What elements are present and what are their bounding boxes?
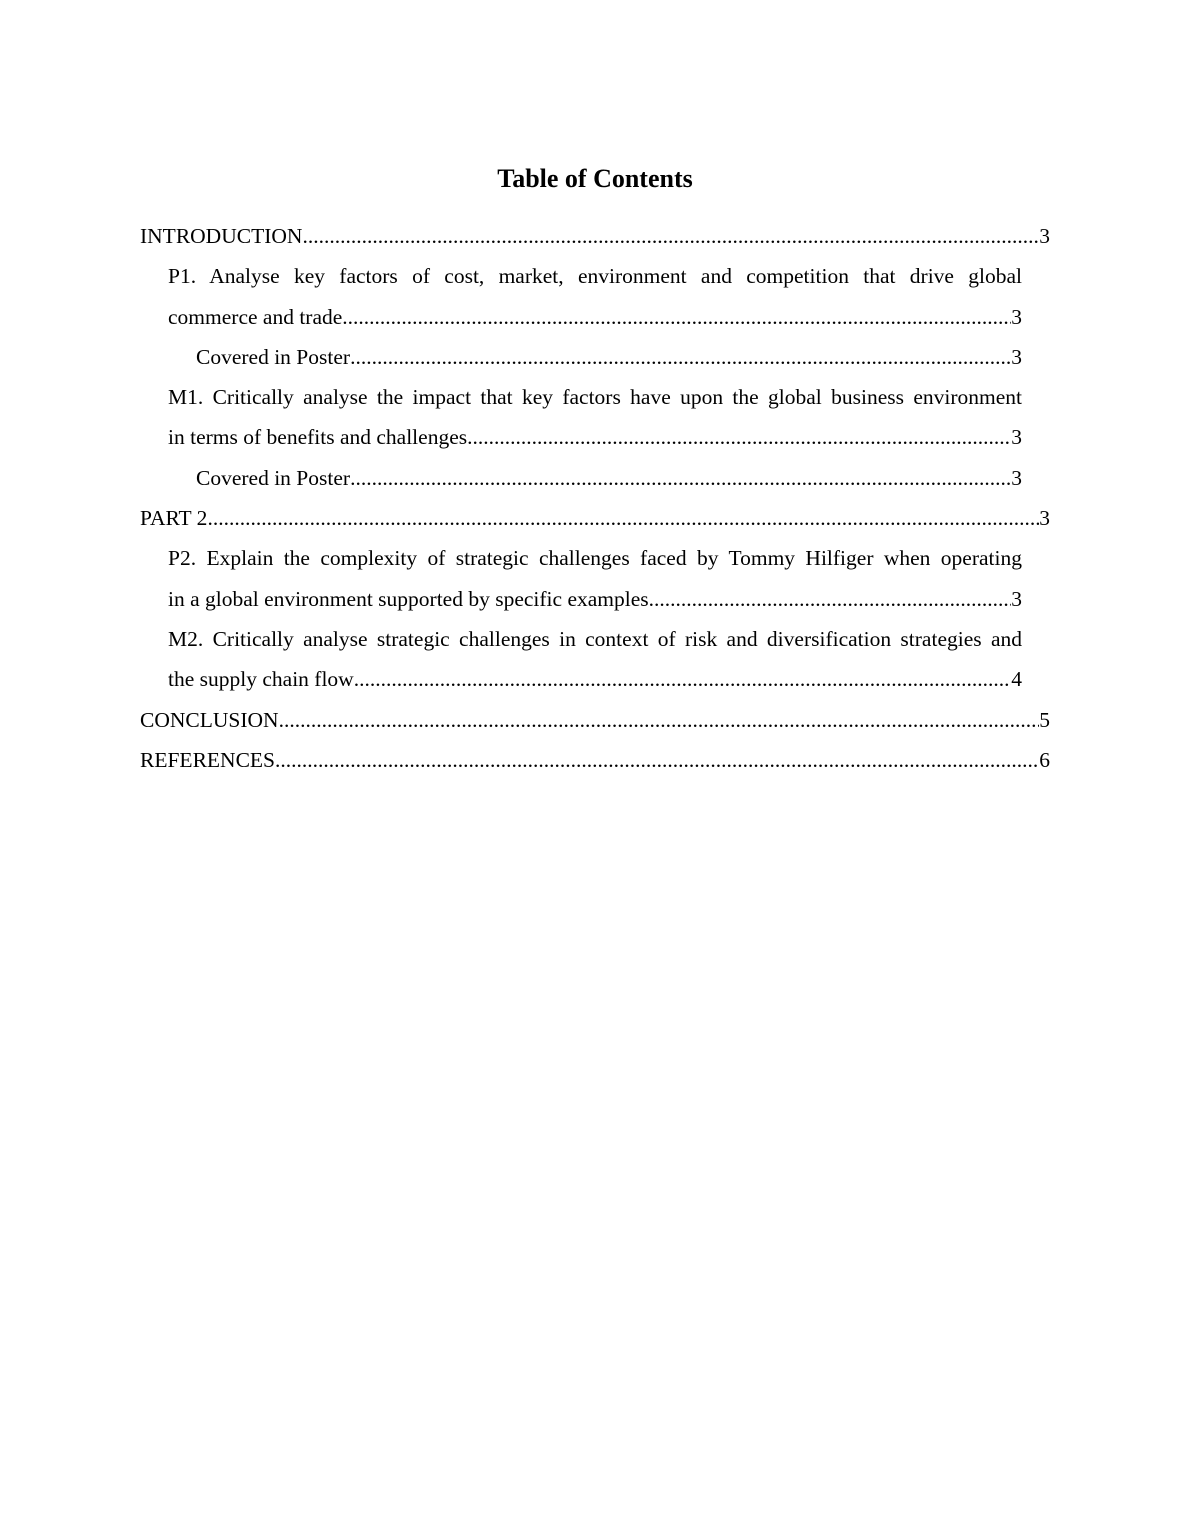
toc-page-number: 3 [1039,224,1050,248]
toc-leader-dots [467,417,1011,457]
toc-page-number: 3 [1011,425,1022,450]
toc-entry-text-line2: the supply chain flow [168,667,354,692]
toc-entry-m2[interactable] [168,619,1022,700]
toc-entry-last-line [168,297,1022,337]
toc-entry-p1-poster[interactable] [196,337,1022,377]
toc-entry-introduction[interactable] [140,216,1050,256]
toc-page-number: 3 [1011,586,1022,611]
toc-entry-text: INTRODUCTION [140,224,303,248]
toc-entry-text-line1: M1. Critically analyse the impact that key factors have upon the global business environment [168,385,1022,410]
toc-entry-part-2[interactable] [140,498,1050,538]
toc-leader-dots [649,579,1012,619]
toc-leader-dots [350,337,1011,377]
toc-entry-references[interactable] [140,740,1050,780]
toc-page-number: 3 [1011,304,1022,329]
toc-page-number: 3 [1011,465,1022,490]
toc-entry-text: REFERENCES [140,747,275,772]
toc-leader-dots [350,458,1011,498]
toc-page-number: 4 [1011,667,1022,692]
toc-entry-text: Covered in Poster [196,344,351,369]
toc-page-number: 3 [1011,344,1022,369]
toc-entry-text-line2: in a global environment supported by specific examples [168,586,649,611]
toc-entry-p2[interactable] [168,538,1022,619]
toc-entry-text: Covered in Poster [196,465,351,490]
toc-entry-last-line [168,659,1022,699]
toc-page-number: 5 [1039,707,1050,732]
toc-entry-text-line2: commerce and trade [168,304,343,329]
toc-leader-dots [207,498,1039,538]
toc-entry-text: CONCLUSION [140,707,279,732]
toc-entry-last-line [168,579,1022,619]
toc-entry-conclusion[interactable] [140,700,1050,740]
toc-entry-m1-poster[interactable] [196,458,1022,498]
toc-page-number: 3 [1039,506,1050,531]
toc-leader-dots [342,297,1011,337]
toc-leader-dots [354,659,1012,699]
toc-entry-m1[interactable] [168,377,1022,458]
toc-entry-text: PART 2 [140,506,208,531]
toc-page-number: 6 [1039,747,1050,772]
toc-entry-p1[interactable] [168,256,1022,337]
toc-entry-text-line1: P2. Explain the complexity of strategic challenges faced by Tommy Hilfiger when operating [168,546,1022,571]
toc-title: Table of Contents [497,164,693,193]
toc-leader-dots [302,216,1039,256]
toc-entry-text-line1: P1. Analyse key factors of cost, market, environment and competition that drive global [168,264,1022,289]
toc-leader-dots [279,700,1040,740]
toc-leader-dots [275,740,1039,780]
toc-entry-text-line1: M2. Critically analyse strategic challenges in context of risk and diversification strategies and [168,626,1022,651]
toc-entry-text-line2: in terms of benefits and challenges [168,425,468,450]
toc-list [0,216,1190,780]
toc-entry-last-line [168,417,1022,457]
